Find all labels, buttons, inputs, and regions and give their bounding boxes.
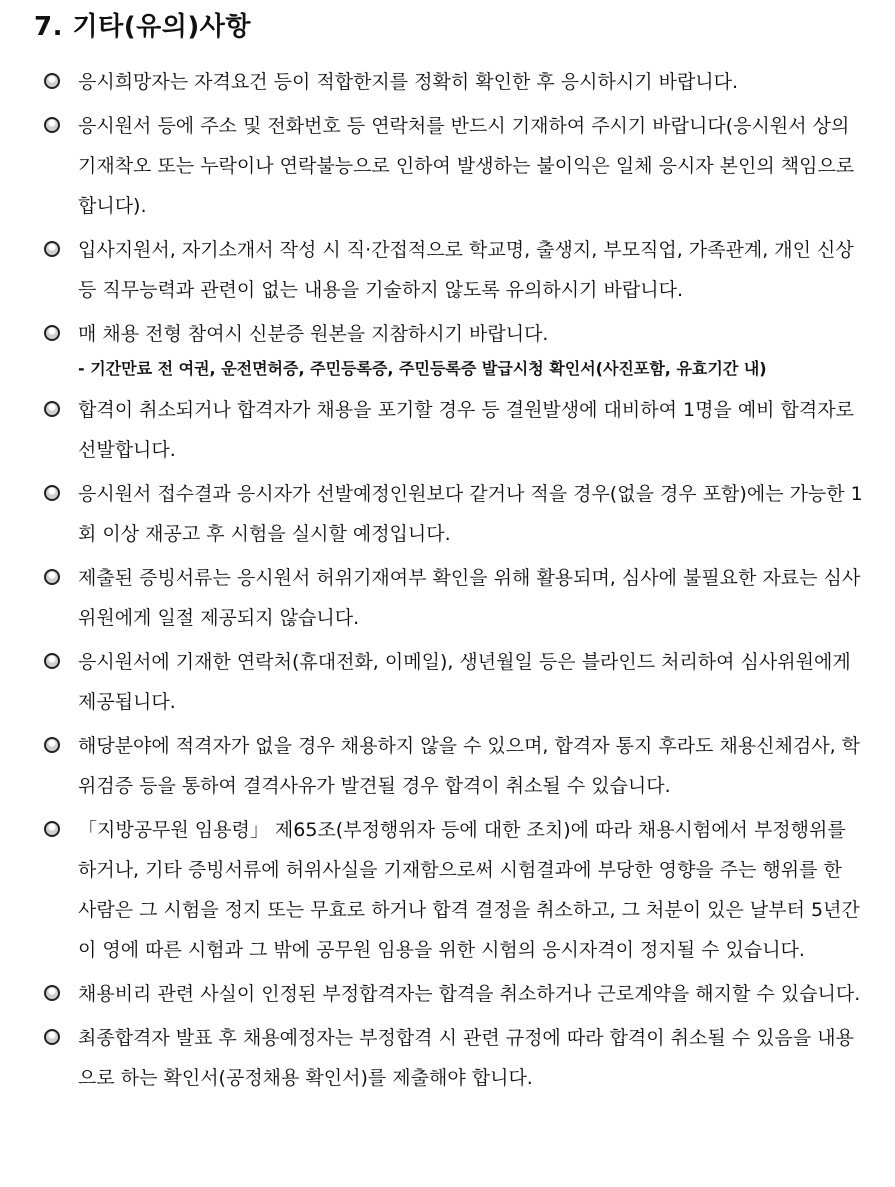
bullet-icon [44,325,60,341]
notice-text: 응시원서에 기재한 연락처(휴대전화, 이메일), 생년월일 등은 블라인드 처리하여 심사위원에게 제공됩니다. [78,651,851,713]
bullet-icon [44,985,60,1001]
bullet-icon [44,73,60,89]
notice-text: 응시원서 등에 주소 및 전화번호 등 연락처를 반드시 기재하여 주시기 바랍니다(응시원서 상의 기재착오 또는 누락이나 연락불능으로 인하여 발생하는 불이익은 일체 응시자 본인의 책임으로 합니다). [78,115,855,217]
notice-text: 최종합격자 발표 후 채용예정자는 부정합격 시 관련 규정에 따라 합격이 취소될 수 있음을 내용으로 하는 확인서(공정채용 확인서)를 제출해야 합니다. [78,1027,854,1089]
notice-item-1 [34,62,865,102]
notice-item-6 [34,474,865,554]
bullet-icon [44,241,60,257]
bullet-icon [44,737,60,753]
notice-item-4 [34,314,865,354]
notice-item-10 [34,810,865,970]
bullet-icon [44,569,60,585]
notice-text: 해당분야에 적격자가 없을 경우 채용하지 않을 수 있으며, 합격자 통지 후라도 채용신체검사, 학위검증 등을 통하여 결격사유가 발견될 경우 합격이 취소될 수 있습니다. [78,735,861,797]
bullet-icon [44,1029,60,1045]
notice-item-11 [34,974,865,1014]
bullet-icon [44,821,60,837]
bullet-icon [44,485,60,501]
notice-text: 제출된 증빙서류는 응시원서 허위기재여부 확인을 위해 활용되며, 심사에 불필요한 자료는 심사위원에게 일절 제공되지 않습니다. [78,567,861,629]
notice-text: 「지방공무원 임용령」 제65조(부정행위자 등에 대한 조치)에 따라 채용시험에서 부정행위를 하거나, 기타 증빙서류에 허위사실을 기재함으로써 시험결과에 부당한 영향을 주는 행위를 한 사람은 그 시험을 정지 또는 무효로 하거나 합격 결정을 취소하고, 그 처분이 있은 날부터 5년간 이 영에 따른 시험과 그 밖에 공무원 임용을 위한 시험의 응시자격이 정지될 수 있습니다. [78,819,860,961]
notice-text: 매 채용 전형 참여시 신분증 원본을 지참하시기 바랍니다. [78,323,549,345]
bullet-icon [44,653,60,669]
notice-text: 합격이 취소되거나 합격자가 채용을 포기할 경우 등 결원발생에 대비하여 1명을 예비 합격자로 선발합니다. [78,399,854,461]
notice-item-7 [34,558,865,638]
notice-item-12 [34,1018,865,1098]
bullet-icon [44,401,60,417]
id-documents-note: - 기간만료 전 여권, 운전면허증, 주민등록증, 주민등록증 발급시청 확인서(사진포함, 유효기간 내) [78,359,767,378]
notice-item-9 [34,726,865,806]
notice-item-5 [34,390,865,470]
notice-text: 응시원서 접수결과 응시자가 선발예정인원보다 같거나 적을 경우(없을 경우 포함)에는 가능한 1회 이상 재공고 후 시험을 실시할 예정입니다. [78,483,863,545]
notice-text: 입사지원서, 자기소개서 작성 시 직·간접적으로 학교명, 출생지, 부모직업, 가족관계, 개인 신상 등 직무능력과 관련이 없는 내용을 기술하지 않도록 유의하시기 바랍니다. [78,239,854,301]
section-title: 7. 기타(유의)사항 [34,12,251,42]
bullet-icon [44,117,60,133]
notice-text: 채용비리 관련 사실이 인정된 부정합격자는 합격을 취소하거나 근로계약을 해지할 수 있습니다. [78,983,861,1005]
notice-text: 응시희망자는 자격요건 등이 적합한지를 정확히 확인한 후 응시하시기 바랍니다. [78,71,739,93]
notice-item-8 [34,642,865,722]
notice-item-2 [34,106,865,226]
notice-item-3 [34,230,865,310]
